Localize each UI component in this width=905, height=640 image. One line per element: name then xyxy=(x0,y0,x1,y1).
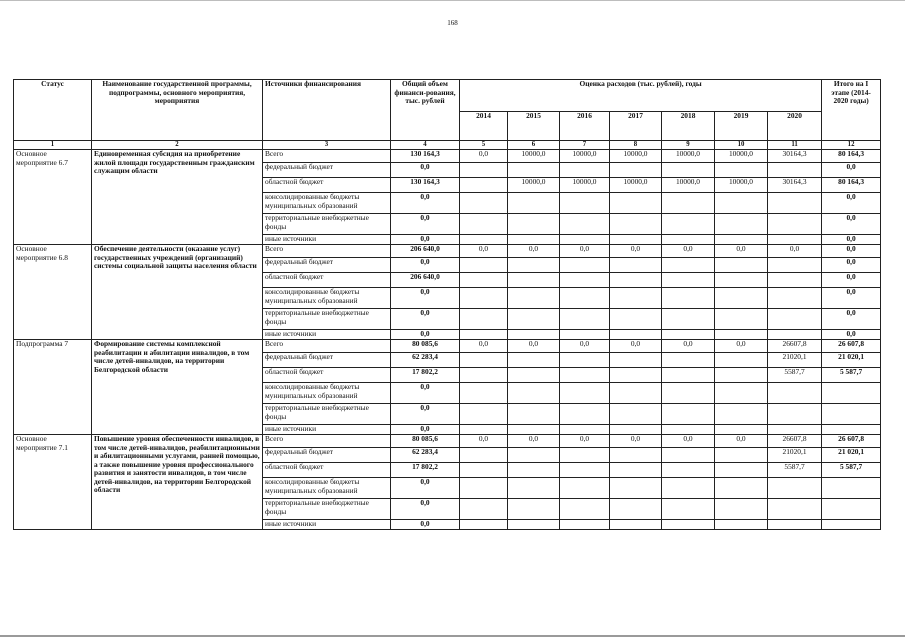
funding-source-cell: иные источники xyxy=(263,330,391,340)
funding-source-cell: федеральный бюджет xyxy=(263,353,391,368)
total-cell: 0,0 xyxy=(391,214,460,235)
year-value-cell xyxy=(560,214,610,235)
year-value-cell: 0,0 xyxy=(610,435,662,448)
total-cell: 0,0 xyxy=(391,330,460,340)
year-value-cell xyxy=(610,368,662,383)
itogo-cell: 0,0 xyxy=(822,258,881,273)
year-value-cell xyxy=(460,353,508,368)
year-value-cell xyxy=(715,193,768,214)
year-value-cell xyxy=(560,273,610,288)
header-status: Статус xyxy=(14,80,92,141)
funding-source-cell: федеральный бюджет xyxy=(263,448,391,463)
year-value-cell xyxy=(610,163,662,178)
column-number: 5 xyxy=(460,141,508,150)
year-value-cell: 0,0 xyxy=(662,340,715,353)
year-value-cell: 0,0 xyxy=(460,340,508,353)
measure-name-cell: Единовременная субсидия на приобретение жилой площади государственным гражданским служащим области xyxy=(92,150,263,245)
year-value-cell xyxy=(662,383,715,404)
funding-source-cell: иные источники xyxy=(263,425,391,435)
funding-source-cell: консолидированные бюджеты муниципальных образований xyxy=(263,288,391,309)
year-value-cell xyxy=(560,425,610,435)
column-number: 4 xyxy=(391,141,460,150)
year-value-cell: 10000,0 xyxy=(610,178,662,193)
scan-edge-top xyxy=(0,0,905,1)
status-cell: Подпрограмма 7 xyxy=(14,340,92,435)
year-value-cell xyxy=(610,193,662,214)
year-value-cell: 10000,0 xyxy=(560,178,610,193)
year-value-cell xyxy=(662,353,715,368)
total-cell: 0,0 xyxy=(391,520,460,530)
itogo-cell: 26 607,8 xyxy=(822,435,881,448)
year-value-cell xyxy=(662,499,715,520)
year-value-cell xyxy=(508,288,560,309)
total-cell: 130 164,3 xyxy=(391,150,460,163)
total-cell: 0,0 xyxy=(391,499,460,520)
itogo-cell: 80 164,3 xyxy=(822,178,881,193)
year-value-cell: 26607,8 xyxy=(768,340,822,353)
year-value-cell xyxy=(610,309,662,330)
year-value-cell xyxy=(460,258,508,273)
year-value-cell: 0,0 xyxy=(715,435,768,448)
year-value-cell xyxy=(560,258,610,273)
year-value-cell: 5587,7 xyxy=(768,463,822,478)
itogo-cell: 5 587,7 xyxy=(822,368,881,383)
year-value-cell xyxy=(768,520,822,530)
table-row xyxy=(14,245,881,258)
year-value-cell: 10000,0 xyxy=(662,178,715,193)
year-value-cell xyxy=(508,273,560,288)
year-value-cell xyxy=(610,520,662,530)
year-value-cell xyxy=(460,404,508,425)
funding-source-cell: территориальные внебюджетные фонды xyxy=(263,214,391,235)
year-value-cell: 30164,3 xyxy=(768,150,822,163)
year-value-cell xyxy=(610,463,662,478)
year-value-cell: 0,0 xyxy=(508,340,560,353)
total-cell: 0,0 xyxy=(391,235,460,245)
itogo-cell: 0,0 xyxy=(822,273,881,288)
column-number: 11 xyxy=(768,141,822,150)
itogo-cell: 0,0 xyxy=(822,309,881,330)
year-value-cell xyxy=(768,163,822,178)
funding-source-cell: федеральный бюджет xyxy=(263,258,391,273)
year-value-cell xyxy=(508,193,560,214)
year-value-cell xyxy=(768,258,822,273)
header-year: 2017 xyxy=(610,112,662,141)
year-value-cell xyxy=(460,273,508,288)
total-cell: 0,0 xyxy=(391,288,460,309)
year-value-cell xyxy=(662,368,715,383)
year-value-cell xyxy=(610,288,662,309)
year-value-cell xyxy=(768,383,822,404)
year-value-cell xyxy=(610,353,662,368)
column-number: 3 xyxy=(263,141,391,150)
total-cell: 0,0 xyxy=(391,163,460,178)
year-value-cell xyxy=(508,478,560,499)
year-value-cell xyxy=(715,499,768,520)
status-cell: Основное мероприятие 6.8 xyxy=(14,245,92,340)
year-value-cell xyxy=(662,330,715,340)
year-value-cell xyxy=(768,193,822,214)
year-value-cell xyxy=(715,258,768,273)
total-cell: 62 283,4 xyxy=(391,353,460,368)
year-value-cell xyxy=(715,448,768,463)
year-value-cell xyxy=(610,499,662,520)
year-value-cell xyxy=(460,448,508,463)
year-value-cell xyxy=(768,309,822,330)
year-value-cell xyxy=(610,235,662,245)
year-value-cell xyxy=(610,383,662,404)
column-number: 10 xyxy=(715,141,768,150)
year-value-cell xyxy=(610,330,662,340)
table-row xyxy=(14,340,881,353)
year-value-cell xyxy=(508,404,560,425)
year-value-cell xyxy=(560,463,610,478)
year-value-cell xyxy=(662,235,715,245)
year-value-cell: 5587,7 xyxy=(768,368,822,383)
year-value-cell xyxy=(715,368,768,383)
year-value-cell: 0,0 xyxy=(560,245,610,258)
year-value-cell xyxy=(508,425,560,435)
year-value-cell xyxy=(715,478,768,499)
year-value-cell xyxy=(560,163,610,178)
funding-source-cell: Всего xyxy=(263,435,391,448)
funding-source-cell: областной бюджет xyxy=(263,273,391,288)
header-name: Наименование государственной программы, подпрограммы, основного мероприятия, мероприятия xyxy=(92,80,263,141)
year-value-cell xyxy=(768,478,822,499)
header-year: 2015 xyxy=(508,112,560,141)
itogo-cell xyxy=(822,478,881,499)
year-value-cell xyxy=(508,520,560,530)
year-value-cell xyxy=(715,163,768,178)
year-value-cell: 0,0 xyxy=(662,245,715,258)
itogo-cell: 0,0 xyxy=(822,193,881,214)
year-value-cell xyxy=(662,520,715,530)
year-value-cell: 10000,0 xyxy=(610,150,662,163)
year-value-cell xyxy=(768,425,822,435)
status-cell: Основное мероприятие 6.7 xyxy=(14,150,92,245)
itogo-cell: 26 607,8 xyxy=(822,340,881,353)
column-number: 7 xyxy=(560,141,610,150)
year-value-cell xyxy=(715,404,768,425)
year-value-cell xyxy=(715,425,768,435)
year-value-cell xyxy=(560,353,610,368)
year-value-cell xyxy=(508,463,560,478)
total-cell: 80 085,6 xyxy=(391,340,460,353)
funding-source-cell: Всего xyxy=(263,245,391,258)
funding-source-cell: иные источники xyxy=(263,520,391,530)
year-value-cell: 0,0 xyxy=(610,245,662,258)
year-value-cell xyxy=(560,383,610,404)
header-source: Источники финансирования xyxy=(263,80,391,141)
year-value-cell xyxy=(662,448,715,463)
year-value-cell xyxy=(460,368,508,383)
itogo-cell: 21 020,1 xyxy=(822,353,881,368)
total-cell: 0,0 xyxy=(391,193,460,214)
itogo-cell: 5 587,7 xyxy=(822,463,881,478)
total-cell: 80 085,6 xyxy=(391,435,460,448)
year-value-cell xyxy=(610,425,662,435)
year-value-cell xyxy=(560,478,610,499)
year-value-cell xyxy=(460,163,508,178)
year-value-cell xyxy=(768,404,822,425)
header-year: 2018 xyxy=(662,112,715,141)
year-value-cell: 0,0 xyxy=(768,245,822,258)
year-value-cell xyxy=(560,448,610,463)
year-value-cell xyxy=(560,499,610,520)
year-value-cell xyxy=(508,258,560,273)
header-year: 2019 xyxy=(715,112,768,141)
year-value-cell xyxy=(662,404,715,425)
total-cell: 0,0 xyxy=(391,478,460,499)
year-value-cell: 10000,0 xyxy=(508,150,560,163)
header-year: 2016 xyxy=(560,112,610,141)
year-value-cell xyxy=(715,288,768,309)
column-number: 2 xyxy=(92,141,263,150)
status-cell: Основное мероприятие 7.1 xyxy=(14,435,92,530)
page-number: 168 xyxy=(447,19,458,27)
year-value-cell: 10000,0 xyxy=(662,150,715,163)
total-cell: 17 802,2 xyxy=(391,463,460,478)
year-value-cell xyxy=(662,478,715,499)
funding-source-cell: иные источники xyxy=(263,235,391,245)
year-value-cell xyxy=(508,353,560,368)
scan-edge-bottom xyxy=(0,635,905,637)
year-value-cell xyxy=(460,309,508,330)
year-value-cell xyxy=(460,235,508,245)
year-value-cell: 0,0 xyxy=(508,245,560,258)
header-year: 2020 xyxy=(768,112,822,141)
year-value-cell xyxy=(508,368,560,383)
year-value-cell: 0,0 xyxy=(715,340,768,353)
year-value-cell xyxy=(508,163,560,178)
year-value-cell xyxy=(460,214,508,235)
year-value-cell: 21020,1 xyxy=(768,448,822,463)
year-value-cell: 0,0 xyxy=(560,435,610,448)
table-row xyxy=(14,435,881,448)
year-value-cell xyxy=(610,478,662,499)
total-cell: 0,0 xyxy=(391,258,460,273)
column-number: 6 xyxy=(508,141,560,150)
year-value-cell xyxy=(662,309,715,330)
year-value-cell xyxy=(508,214,560,235)
year-value-cell xyxy=(768,214,822,235)
year-value-cell xyxy=(508,448,560,463)
total-cell: 206 640,0 xyxy=(391,273,460,288)
total-cell: 130 164,3 xyxy=(391,178,460,193)
itogo-cell xyxy=(822,425,881,435)
year-value-cell xyxy=(768,273,822,288)
column-number: 8 xyxy=(610,141,662,150)
year-value-cell xyxy=(715,383,768,404)
year-value-cell xyxy=(460,288,508,309)
year-value-cell xyxy=(662,463,715,478)
table-row xyxy=(14,150,881,163)
year-value-cell: 10000,0 xyxy=(560,150,610,163)
year-value-cell: 0,0 xyxy=(508,435,560,448)
year-value-cell xyxy=(715,330,768,340)
funding-source-cell: областной бюджет xyxy=(263,463,391,478)
year-value-cell xyxy=(460,193,508,214)
itogo-cell xyxy=(822,404,881,425)
year-value-cell xyxy=(662,193,715,214)
year-value-cell xyxy=(560,330,610,340)
itogo-cell: 80 164,3 xyxy=(822,150,881,163)
year-value-cell xyxy=(560,368,610,383)
funding-source-cell: территориальные внебюджетные фонды xyxy=(263,499,391,520)
year-value-cell xyxy=(715,235,768,245)
funding-source-cell: Всего xyxy=(263,340,391,353)
year-value-cell: 26607,8 xyxy=(768,435,822,448)
total-cell: 62 283,4 xyxy=(391,448,460,463)
year-value-cell xyxy=(460,463,508,478)
year-value-cell: 21020,1 xyxy=(768,353,822,368)
itogo-cell: 0,0 xyxy=(822,235,881,245)
year-value-cell xyxy=(508,309,560,330)
total-cell: 206 640,0 xyxy=(391,245,460,258)
column-number: 9 xyxy=(662,141,715,150)
year-value-cell xyxy=(460,499,508,520)
year-value-cell: 0,0 xyxy=(460,245,508,258)
year-value-cell xyxy=(768,330,822,340)
year-value-cell xyxy=(508,235,560,245)
year-value-cell: 0,0 xyxy=(460,435,508,448)
year-value-cell xyxy=(610,214,662,235)
year-value-cell xyxy=(715,463,768,478)
year-value-cell: 10000,0 xyxy=(715,150,768,163)
year-value-cell xyxy=(662,214,715,235)
itogo-cell: 0,0 xyxy=(822,330,881,340)
header-total: Общий объем финанси-рования, тыс. рублей xyxy=(391,80,460,141)
header-itogo: Итого на I этапе (2014-2020 годы) xyxy=(822,80,881,141)
funding-source-cell: областной бюджет xyxy=(263,368,391,383)
year-value-cell: 0,0 xyxy=(715,245,768,258)
year-value-cell xyxy=(560,235,610,245)
measure-name-cell: Формирование системы комплексной реабилитации и абилитации инвалидов, в том числе детей-инвалидов, на территории Белгородской области xyxy=(92,340,263,435)
funding-source-cell: консолидированные бюджеты муниципальных образований xyxy=(263,478,391,499)
column-number: 1 xyxy=(14,141,92,150)
year-value-cell xyxy=(560,193,610,214)
itogo-cell xyxy=(822,499,881,520)
year-value-cell xyxy=(610,404,662,425)
header-year: 2014 xyxy=(460,112,508,141)
total-cell: 0,0 xyxy=(391,383,460,404)
total-cell: 0,0 xyxy=(391,404,460,425)
year-value-cell xyxy=(662,258,715,273)
year-value-cell xyxy=(768,235,822,245)
itogo-cell: 0,0 xyxy=(822,214,881,235)
year-value-cell xyxy=(460,178,508,193)
year-value-cell xyxy=(610,273,662,288)
year-value-cell xyxy=(560,288,610,309)
year-value-cell xyxy=(610,448,662,463)
year-value-cell xyxy=(460,425,508,435)
itogo-cell: 0,0 xyxy=(822,163,881,178)
year-value-cell: 0,0 xyxy=(610,340,662,353)
year-value-cell xyxy=(508,499,560,520)
measure-name-cell: Обеспечение деятельности (оказание услуг) государственных учреждений (организаций) системы социальной защиты населения области xyxy=(92,245,263,340)
measure-name-cell: Повышение уровня обеспеченности инвалидов, в том числе детей-инвалидов, реабилитационными и абилитационными услугами, ранней помощью, а также повышение уровня профессионального развития и занятости инвалидов, в том числе детей-инвалидов, на территории Белгородской области xyxy=(92,435,263,530)
year-value-cell xyxy=(508,330,560,340)
year-value-cell xyxy=(768,499,822,520)
funding-source-cell: консолидированные бюджеты муниципальных образований xyxy=(263,383,391,404)
itogo-cell xyxy=(822,520,881,530)
year-value-cell xyxy=(715,273,768,288)
year-value-cell xyxy=(715,520,768,530)
year-value-cell xyxy=(508,383,560,404)
year-value-cell: 0,0 xyxy=(560,340,610,353)
year-value-cell xyxy=(560,404,610,425)
funding-source-cell: областной бюджет xyxy=(263,178,391,193)
funding-source-cell: федеральный бюджет xyxy=(263,163,391,178)
year-value-cell xyxy=(460,383,508,404)
total-cell: 17 802,2 xyxy=(391,368,460,383)
itogo-cell: 21 020,1 xyxy=(822,448,881,463)
year-value-cell xyxy=(460,520,508,530)
column-number: 12 xyxy=(822,141,881,150)
funding-source-cell: территориальные внебюджетные фонды xyxy=(263,404,391,425)
year-value-cell: 10000,0 xyxy=(715,178,768,193)
funding-source-cell: консолидированные бюджеты муниципальных образований xyxy=(263,193,391,214)
itogo-cell: 0,0 xyxy=(822,245,881,258)
total-cell: 0,0 xyxy=(391,425,460,435)
total-cell: 0,0 xyxy=(391,309,460,330)
year-value-cell xyxy=(715,214,768,235)
funding-source-cell: Всего xyxy=(263,150,391,163)
year-value-cell xyxy=(662,273,715,288)
year-value-cell xyxy=(715,353,768,368)
year-value-cell xyxy=(662,288,715,309)
year-value-cell: 0,0 xyxy=(460,150,508,163)
year-value-cell xyxy=(460,330,508,340)
itogo-cell xyxy=(822,383,881,404)
funding-source-cell: территориальные внебюджетные фонды xyxy=(263,309,391,330)
year-value-cell xyxy=(715,309,768,330)
year-value-cell: 10000,0 xyxy=(508,178,560,193)
year-value-cell xyxy=(768,288,822,309)
year-value-cell xyxy=(662,163,715,178)
year-value-cell: 30164,3 xyxy=(768,178,822,193)
year-value-cell xyxy=(560,520,610,530)
itogo-cell: 0,0 xyxy=(822,288,881,309)
year-value-cell xyxy=(662,425,715,435)
year-value-cell: 0,0 xyxy=(662,435,715,448)
header-estimate: Оценка расходов (тыс. рублей), годы xyxy=(460,80,822,112)
year-value-cell xyxy=(560,309,610,330)
budget-table xyxy=(13,79,881,530)
year-value-cell xyxy=(610,258,662,273)
year-value-cell xyxy=(460,478,508,499)
